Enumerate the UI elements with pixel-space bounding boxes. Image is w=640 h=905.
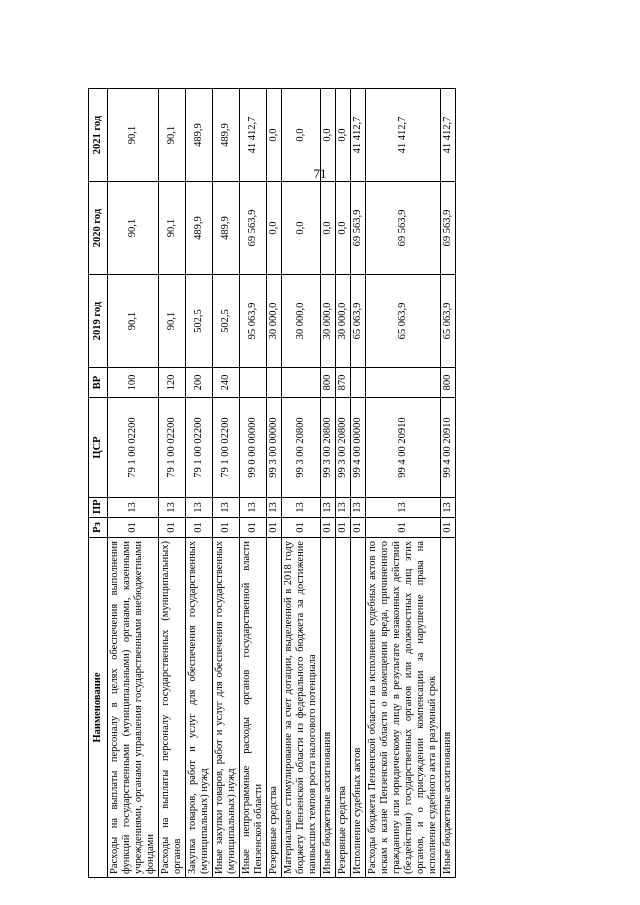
row-pr: 13 [441, 498, 456, 518]
row-name: Закупка товаров, работ и услуг для обеспечения государственных (муниципальных) нужд [186, 538, 213, 878]
row-pr: 13 [186, 498, 213, 518]
table-row [159, 89, 186, 878]
row-2019: 90,1 [108, 275, 159, 368]
row-vr: 120 [159, 368, 186, 398]
row-2019: 502,5 [186, 275, 213, 368]
row-csr: 99 3 00 20800 [336, 398, 351, 498]
row-2019: 90,1 [159, 275, 186, 368]
row-vr [267, 368, 282, 398]
table-row [336, 89, 351, 878]
row-csr: 79 1 00 02200 [213, 398, 240, 498]
table-row [351, 89, 366, 878]
header-csr: ЦСР [89, 398, 108, 498]
row-pr: 13 [267, 498, 282, 518]
row-2019: 30 000,0 [321, 275, 336, 368]
row-pr: 13 [336, 498, 351, 518]
row-name: Расходы на выплаты персоналу в целях обеспечения выполнения функций государственными (муниципальными) органами, казенными учреждениями, органами управления государственными внебюджетными фондами [108, 538, 159, 878]
row-csr: 79 1 00 02200 [159, 398, 186, 498]
row-rz: 01 [108, 518, 159, 538]
row-vr: 870 [336, 368, 351, 398]
table-row [321, 89, 336, 878]
row-csr: 79 1 00 02200 [186, 398, 213, 498]
header-pr: ПР [89, 498, 108, 518]
row-name: Иные бюджетные ассигнования [441, 538, 456, 878]
row-rz: 01 [441, 518, 456, 538]
row-2020: 90,1 [159, 182, 186, 275]
row-csr: 99 3 00 00000 [267, 398, 282, 498]
row-pr: 13 [366, 498, 441, 518]
row-2021: 90,1 [159, 89, 186, 182]
row-name: Иные закупки товаров, работ и услуг для обеспечения государственных (муниципальных) нужд [213, 538, 240, 878]
row-2020: 489,9 [213, 182, 240, 275]
row-2020: 69 563,9 [366, 182, 441, 275]
row-2020: 69 563,9 [351, 182, 366, 275]
row-vr: 240 [213, 368, 240, 398]
row-csr: 79 1 00 02200 [108, 398, 159, 498]
row-rz: 01 [336, 518, 351, 538]
row-2021: 0,0 [336, 89, 351, 182]
row-rz: 01 [159, 518, 186, 538]
row-2021: 0,0 [321, 89, 336, 182]
row-vr [366, 368, 441, 398]
row-csr: 99 4 00 00000 [351, 398, 366, 498]
table-row [366, 89, 441, 878]
header-2021: 2021 год [89, 89, 108, 182]
row-2019: 502,5 [213, 275, 240, 368]
row-vr: 100 [108, 368, 159, 398]
row-2020: 0,0 [282, 182, 321, 275]
row-2019: 30 000,0 [282, 275, 321, 368]
row-2020: 69 563,9 [441, 182, 456, 275]
row-name: Материальное стимулирование за счет дотации, выделенной в 2018 году бюджету Пензенской области из федерального бюджета за достижение наивысших темпов роста налогового потенциала [282, 538, 321, 878]
row-2020: 0,0 [267, 182, 282, 275]
row-name: Иные непрограммные расходы органов государственной власти Пензенской области [240, 538, 267, 878]
header-vr: ВР [89, 368, 108, 398]
row-2021: 41 412,7 [441, 89, 456, 182]
header-2019: 2019 год [89, 275, 108, 368]
row-2021: 41 412,7 [351, 89, 366, 182]
row-2020: 489,9 [186, 182, 213, 275]
table-row [240, 89, 267, 878]
row-vr: 800 [321, 368, 336, 398]
row-2020: 69 563,9 [240, 182, 267, 275]
table-row [108, 89, 159, 878]
header-rz: Рз [89, 518, 108, 538]
row-csr: 99 3 00 20800 [321, 398, 336, 498]
row-2021: 41 412,7 [366, 89, 441, 182]
row-rz: 01 [240, 518, 267, 538]
row-name: Исполнение судебных актов [351, 538, 366, 878]
budget-table [88, 88, 456, 878]
table-row [282, 89, 321, 878]
row-vr [282, 368, 321, 398]
table-row [213, 89, 240, 878]
page-number: 71 [313, 166, 327, 181]
row-rz: 01 [351, 518, 366, 538]
row-2020: 0,0 [336, 182, 351, 275]
row-name: Расходы на выплаты персоналу государственных (муниципальных) органов [159, 538, 186, 878]
row-csr: 99 0 00 00000 [240, 398, 267, 498]
row-rz: 01 [366, 518, 441, 538]
table-row [186, 89, 213, 878]
row-csr: 99 3 00 20800 [282, 398, 321, 498]
row-pr: 13 [321, 498, 336, 518]
row-rz: 01 [282, 518, 321, 538]
row-vr: 200 [186, 368, 213, 398]
row-2019: 95 063,9 [240, 275, 267, 368]
row-vr [351, 368, 366, 398]
row-pr: 13 [108, 498, 159, 518]
row-2021: 41 412,7 [240, 89, 267, 182]
header-2020: 2020 год [89, 182, 108, 275]
row-csr: 99 4 00 20910 [441, 398, 456, 498]
row-rz: 01 [267, 518, 282, 538]
row-2019: 65 063,9 [366, 275, 441, 368]
row-2021: 489,9 [213, 89, 240, 182]
row-name: Резервные средства [267, 538, 282, 878]
row-pr: 13 [213, 498, 240, 518]
table-row [267, 89, 282, 878]
row-2021: 0,0 [267, 89, 282, 182]
row-2019: 65 063,9 [351, 275, 366, 368]
row-2020: 90,1 [108, 182, 159, 275]
row-pr: 13 [240, 498, 267, 518]
row-csr: 99 4 00 20910 [366, 398, 441, 498]
row-vr: 800 [441, 368, 456, 398]
header-name: Наименование [89, 538, 108, 878]
row-2021: 0,0 [282, 89, 321, 182]
rotated-table-area [88, 88, 553, 878]
row-vr [240, 368, 267, 398]
table-row [441, 89, 456, 878]
row-name: Расходы бюджета Пензенской области на исполнение судебных актов по искам к казне Пензенской области о возмещении вреда, причиненного гражданину или юридическому лицу в результате незаконных действий (бездействия) государственных органов или должностных лиц этих органов, и о присуждении компенсации за нарушение права на исполнение судебного акта в разумный срок [366, 538, 441, 878]
table-header-row [89, 89, 108, 878]
row-2019: 30 000,0 [267, 275, 282, 368]
rotated-table-container [88, 88, 553, 878]
row-rz: 01 [321, 518, 336, 538]
row-name: Иные бюджетные ассигнования [321, 538, 336, 878]
row-rz: 01 [186, 518, 213, 538]
row-2020: 0,0 [321, 182, 336, 275]
row-rz: 01 [213, 518, 240, 538]
row-2019: 65 063,9 [441, 275, 456, 368]
row-pr: 13 [282, 498, 321, 518]
row-2021: 489,9 [186, 89, 213, 182]
row-2021: 90,1 [108, 89, 159, 182]
row-pr: 13 [351, 498, 366, 518]
row-name: Резервные средства [336, 538, 351, 878]
row-2019: 30 000,0 [336, 275, 351, 368]
row-pr: 13 [159, 498, 186, 518]
